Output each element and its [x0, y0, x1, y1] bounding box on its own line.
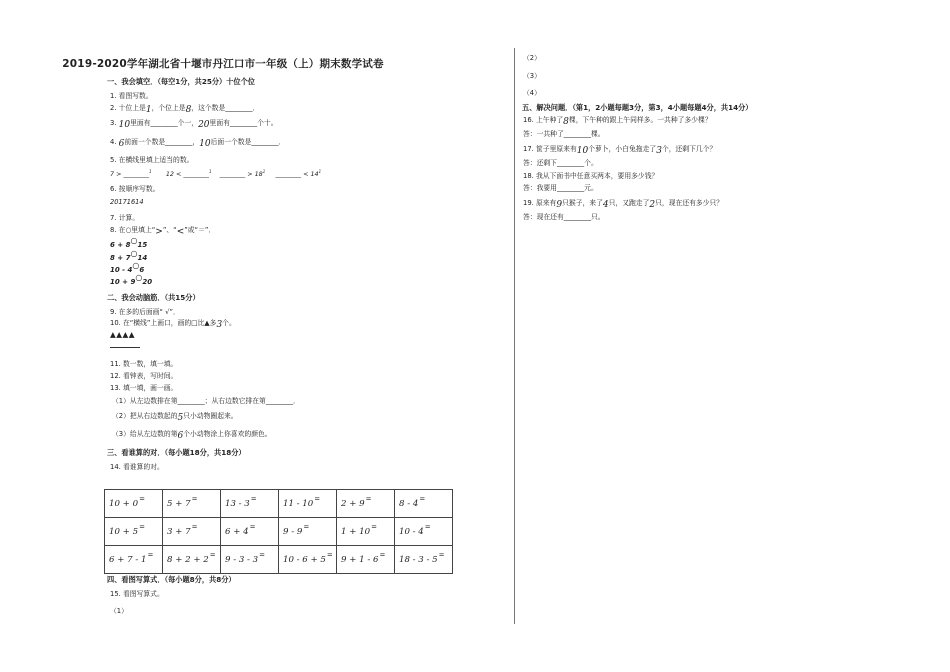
- question-15: 15. 看图写算式。: [110, 590, 164, 598]
- compare-circle: ○: [130, 249, 138, 258]
- calc-cell: [105, 546, 163, 574]
- calc-cell: [105, 490, 163, 518]
- compare-item-1: 6 + 8○15: [110, 236, 148, 249]
- calc-cell: [221, 490, 279, 518]
- calc-cell: [163, 546, 221, 574]
- calc-cell: [337, 518, 395, 546]
- compare-circle: ○: [130, 236, 138, 245]
- calc-cell: [279, 546, 337, 574]
- question-2: 2. 十位上是1，个位上是8，这个数是________．: [110, 104, 260, 115]
- question-13-part-1: （1）从左边数排在第________；从右边数它排在第________．: [112, 397, 300, 405]
- question-6-numbers: 20171614: [110, 198, 144, 206]
- equals-sign: =: [424, 522, 431, 531]
- calc-cell: [163, 518, 221, 546]
- calc-expression: 6 + 4: [225, 526, 249, 537]
- question-17-answer: 答：还剩下________个。: [523, 159, 598, 167]
- question-11: 11. 数一数，填一填。: [110, 360, 178, 368]
- calc-expression: 18 - 3 - 5: [399, 554, 438, 565]
- calc-expression: 10 - 4: [399, 526, 424, 537]
- calc-cell: [163, 490, 221, 518]
- calc-cell: [395, 490, 453, 518]
- question-13-part-3: （3）给从左边数的第6个小动物涂上你喜欢的颜色。: [112, 430, 272, 441]
- calc-cell: [279, 518, 337, 546]
- question-17: 17. 筐子里原来有10个萝卜，小白兔拖走了3个，还剩下几个？: [523, 145, 717, 156]
- calc-expression: 11 - 10: [283, 498, 314, 509]
- equals-sign: =: [303, 522, 310, 531]
- picture-part-2: （2）: [523, 54, 541, 62]
- section-3-heading: 三、看谁算的对．（每小题18分，共18分）: [107, 448, 246, 457]
- picture-part-1: （1）: [110, 607, 128, 615]
- question-1: 1. 看图写数。: [110, 92, 153, 100]
- equals-sign: =: [326, 550, 333, 559]
- equals-sign: =: [250, 494, 257, 503]
- question-3: 3. 10里面有________个一，20里面有________个十。: [110, 119, 278, 130]
- exam-title: 2019-2020学年湖北省十堰市丹江口市一年级（上）期末数学试卷: [62, 58, 384, 70]
- calc-cell: [221, 518, 279, 546]
- equals-sign: =: [191, 522, 198, 531]
- calc-cell: [337, 546, 395, 574]
- calc-cell: [395, 546, 453, 574]
- calc-expression: 6 + 7 - 1: [109, 554, 147, 565]
- calc-cell: [105, 518, 163, 546]
- calc-expression: 10 + 5: [109, 526, 139, 537]
- equals-sign: =: [438, 550, 445, 559]
- question-12: 12. 看钟表，写时间。: [110, 372, 178, 380]
- question-4: 4. 6前面一个数是________，10后面一个数是________．: [110, 138, 286, 149]
- column-divider: [514, 48, 515, 624]
- calc-cell: [337, 490, 395, 518]
- calc-cell: [221, 546, 279, 574]
- equals-sign: =: [139, 494, 145, 503]
- equals-sign: =: [314, 494, 321, 503]
- answer-line: [110, 347, 140, 348]
- question-19: 19. 原来有9只猴子，来了4只，又跑走了2只，现在还有多少只？: [523, 199, 724, 210]
- calc-expression: 8 - 4: [399, 498, 419, 509]
- question-16-answer: 答：一共种了________棵。: [523, 130, 605, 138]
- question-6: 6. 按顺序写数。: [110, 185, 160, 193]
- equals-sign: =: [259, 550, 266, 559]
- compare-item-2: 8 + 7○14: [110, 249, 148, 262]
- picture-part-4: （4）: [523, 89, 541, 97]
- question-9: 9. 在多的后面画“ √”．: [110, 308, 180, 316]
- calc-expression: 1 + 10: [341, 526, 371, 537]
- equals-sign: =: [249, 522, 256, 531]
- question-18-answer: 答：我要用________元。: [523, 184, 598, 192]
- equals-sign: =: [147, 550, 154, 559]
- calc-expression: 5 + 7: [167, 498, 191, 509]
- picture-part-3: （3）: [523, 72, 541, 80]
- equals-sign: =: [191, 494, 198, 503]
- question-5-blanks: 7 > ________$^1$ 12 < ________$^1$ ________ > $18^1$ ________ < $14^1$: [110, 169, 322, 179]
- section-5-heading: 五、解决问题．（第1，2小题每题3分，第3，4小题每题4分，共14分）: [522, 103, 753, 112]
- calc-expression: 8 + 2 + 2: [167, 554, 209, 565]
- section-2-heading: 二、我会动脑筋．（共15分）: [107, 293, 200, 302]
- question-8: 8. 在○里填上“>”、“<”或“＝”．: [110, 226, 216, 237]
- equals-sign: =: [379, 550, 386, 559]
- calculation-table: [104, 489, 453, 574]
- question-18: 18. 我从下面书中任意买两本，要用多少钱？: [523, 172, 659, 180]
- section-4-heading: 四、看图写算式．（每小题8分，共8分）: [107, 575, 236, 584]
- calc-cell: [279, 490, 337, 518]
- question-13-part-2: （2）把从右边数起的5只小动物圈起来。: [112, 412, 238, 423]
- calc-row: [105, 490, 453, 518]
- calc-row: [105, 518, 453, 546]
- equals-sign: =: [419, 494, 426, 503]
- calc-expression: 3 + 7: [167, 526, 191, 537]
- question-10: 10. 在“横线”上画口，画的□比▲多3个。: [110, 319, 236, 330]
- calc-expression: 10 - 6 + 5: [283, 554, 326, 565]
- calc-expression: 9 + 1 - 6: [341, 554, 379, 565]
- equals-sign: =: [139, 522, 145, 531]
- calc-row: [105, 546, 453, 574]
- calc-expression: 9 - 9: [283, 526, 303, 537]
- triangles-row: ▲▲▲▲: [110, 330, 136, 339]
- compare-circle: ○: [132, 261, 140, 270]
- equals-sign: =: [371, 522, 377, 531]
- equals-sign: =: [209, 550, 216, 559]
- question-7: 7. 计算。: [110, 214, 140, 222]
- calc-expression: 10 + 0: [109, 498, 139, 509]
- question-19-answer: 答：现在还有________只。: [523, 213, 605, 221]
- equals-sign: =: [365, 494, 372, 503]
- compare-circle: ○: [135, 273, 143, 282]
- calc-expression: 9 - 3 - 3: [225, 554, 259, 565]
- section-1-heading: 一、我会填空．（每空1分，共25分）十位个位: [107, 77, 255, 86]
- calc-cell: [395, 518, 453, 546]
- compare-item-4: 10 + 9○20: [110, 273, 153, 286]
- question-14: 14. 看谁算的对。: [110, 463, 164, 471]
- question-16: 16. 上午种了8棵，下午种的跟上午同样多。一共种了多少棵？: [523, 116, 712, 127]
- calc-expression: 13 - 3: [225, 498, 250, 509]
- question-13: 13. 填一填，画一画。: [110, 384, 178, 392]
- question-5: 5. 在横线里填上适当的数。: [110, 156, 194, 164]
- calc-expression: 2 + 9: [341, 498, 365, 509]
- compare-item-3: 10 - 4○6: [110, 261, 145, 274]
